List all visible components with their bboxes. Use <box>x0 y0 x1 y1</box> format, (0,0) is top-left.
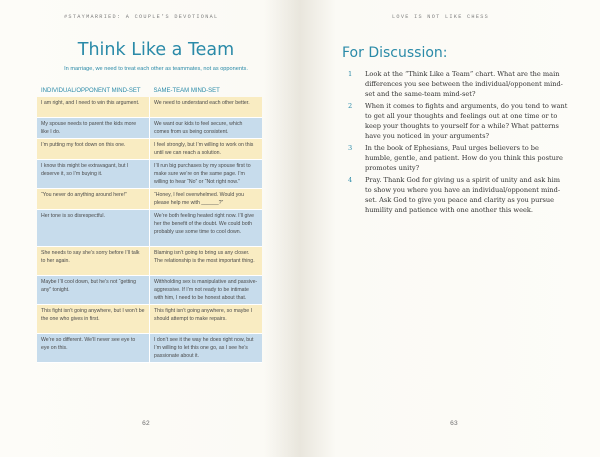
cell-team: “Honey, I feel overwhelmed. Would you please help me with ______?” <box>150 189 263 210</box>
right-page <box>300 0 600 457</box>
question-text: Look at the “Think Like a Team” chart. What are the main differences you see between the individual/opponent mind-set and the same-team mind-set? <box>365 70 563 98</box>
column-header-team: SAME-TEAM MIND-SET <box>153 88 220 94</box>
table-row <box>37 334 262 363</box>
intro-text: In marriage, we need to treat each other as teammates, not as opponents. <box>64 66 248 72</box>
column-header-individual: INDIVIDUAL/OPPONENT MIND-SET <box>41 88 141 94</box>
cell-individual: “You never do anything around here!” <box>37 189 150 210</box>
cell-individual: Her tone is so disrespectful. <box>37 210 150 247</box>
list-item <box>342 143 568 173</box>
cell-team: I don’t see it the way he does right now, but I’m willing to let this one go, as I see he’s passionate about it. <box>150 334 263 363</box>
table-row <box>37 276 262 305</box>
question-number: 2 <box>348 102 353 110</box>
question-text: In the book of Ephesians, Paul urges believers to be humble, gentle, and patient. How do you think this posture promotes unity? <box>365 144 563 172</box>
cell-individual: I am right, and I need to win this argument. <box>37 97 150 118</box>
question-number: 4 <box>348 176 353 184</box>
cell-team: We want our kids to feel secure, which comes from us being consistent. <box>150 118 263 139</box>
page-title: Think Like a Team <box>77 40 235 60</box>
running-head-right: LOVE IS NOT LIKE CHESS <box>392 14 490 20</box>
cell-individual: This fight isn’t going anywhere, but I won’t be the one who gives in first. <box>37 305 150 334</box>
table-row <box>37 160 262 189</box>
question-number: 3 <box>348 144 353 152</box>
cell-individual: My spouse needs to parent the kids more like I do. <box>37 118 150 139</box>
question-text: Pray. Thank God for giving us a spirit of unity and ask him to show you where you have an individual/opponent mind-set. Ask God to give you peace and clarity as you pursue humility and patience with one another this week. <box>365 176 561 214</box>
cell-team: We need to understand each other better. <box>150 97 263 118</box>
page-number-left: 62 <box>142 420 150 427</box>
discussion-list <box>342 69 568 217</box>
table-row <box>37 97 262 118</box>
table-row <box>37 118 262 139</box>
table-row <box>37 210 262 247</box>
cell-team: I feel strongly, but I’m willing to work on this until we can reach a solution. <box>150 139 263 160</box>
cell-team: This fight isn’t going anywhere, so maybe I should attempt to make repairs. <box>150 305 263 334</box>
cell-team: Withholding sex is manipulative and passive-aggressive. If I’m not ready to be intimate with him, I need to be honest about that. <box>150 276 263 305</box>
cell-team: I’ll run big purchases by my spouse first to make sure we’re on the same page. I’m willing to hear “No” or “Not right now.” <box>150 160 263 189</box>
list-item <box>342 175 568 215</box>
question-text: When it comes to fights and arguments, do you tend to want to get all your thoughts and feelings out at one time or to keep your thoughts to yourself for a while? What patterns have you noticed in your arguments? <box>365 102 568 140</box>
table-header-row <box>37 88 262 97</box>
list-item <box>342 101 568 141</box>
running-head-left: #STAYMARRIED: A COUPLE’S DEVOTIONAL <box>64 14 219 20</box>
cell-individual: I know this might be extravagant, but I deserve it, so I’m buying it. <box>37 160 150 189</box>
page-number-right: 63 <box>450 420 458 427</box>
table-row <box>37 139 262 160</box>
discussion-title: For Discussion: <box>342 45 448 61</box>
list-item <box>342 69 568 99</box>
table-row <box>37 305 262 334</box>
mindset-table <box>37 88 262 363</box>
question-number: 1 <box>348 70 353 78</box>
cell-team: Blaming isn’t going to bring us any closer. The relationship is the most important thing. <box>150 247 263 276</box>
table-row <box>37 189 262 210</box>
cell-individual: Maybe I’ll cool down, but he’s not “getting any” tonight. <box>37 276 150 305</box>
cell-individual: She needs to say she’s sorry before I’ll talk to her again. <box>37 247 150 276</box>
cell-team: We’re both feeling heated right now. I’ll give her the benefit of the doubt. We could both probably use some time to cool down. <box>150 210 263 247</box>
table-row <box>37 247 262 276</box>
cell-individual: We’re so different. We’ll never see eye to eye on this. <box>37 334 150 363</box>
cell-individual: I’m putting my foot down on this one. <box>37 139 150 160</box>
